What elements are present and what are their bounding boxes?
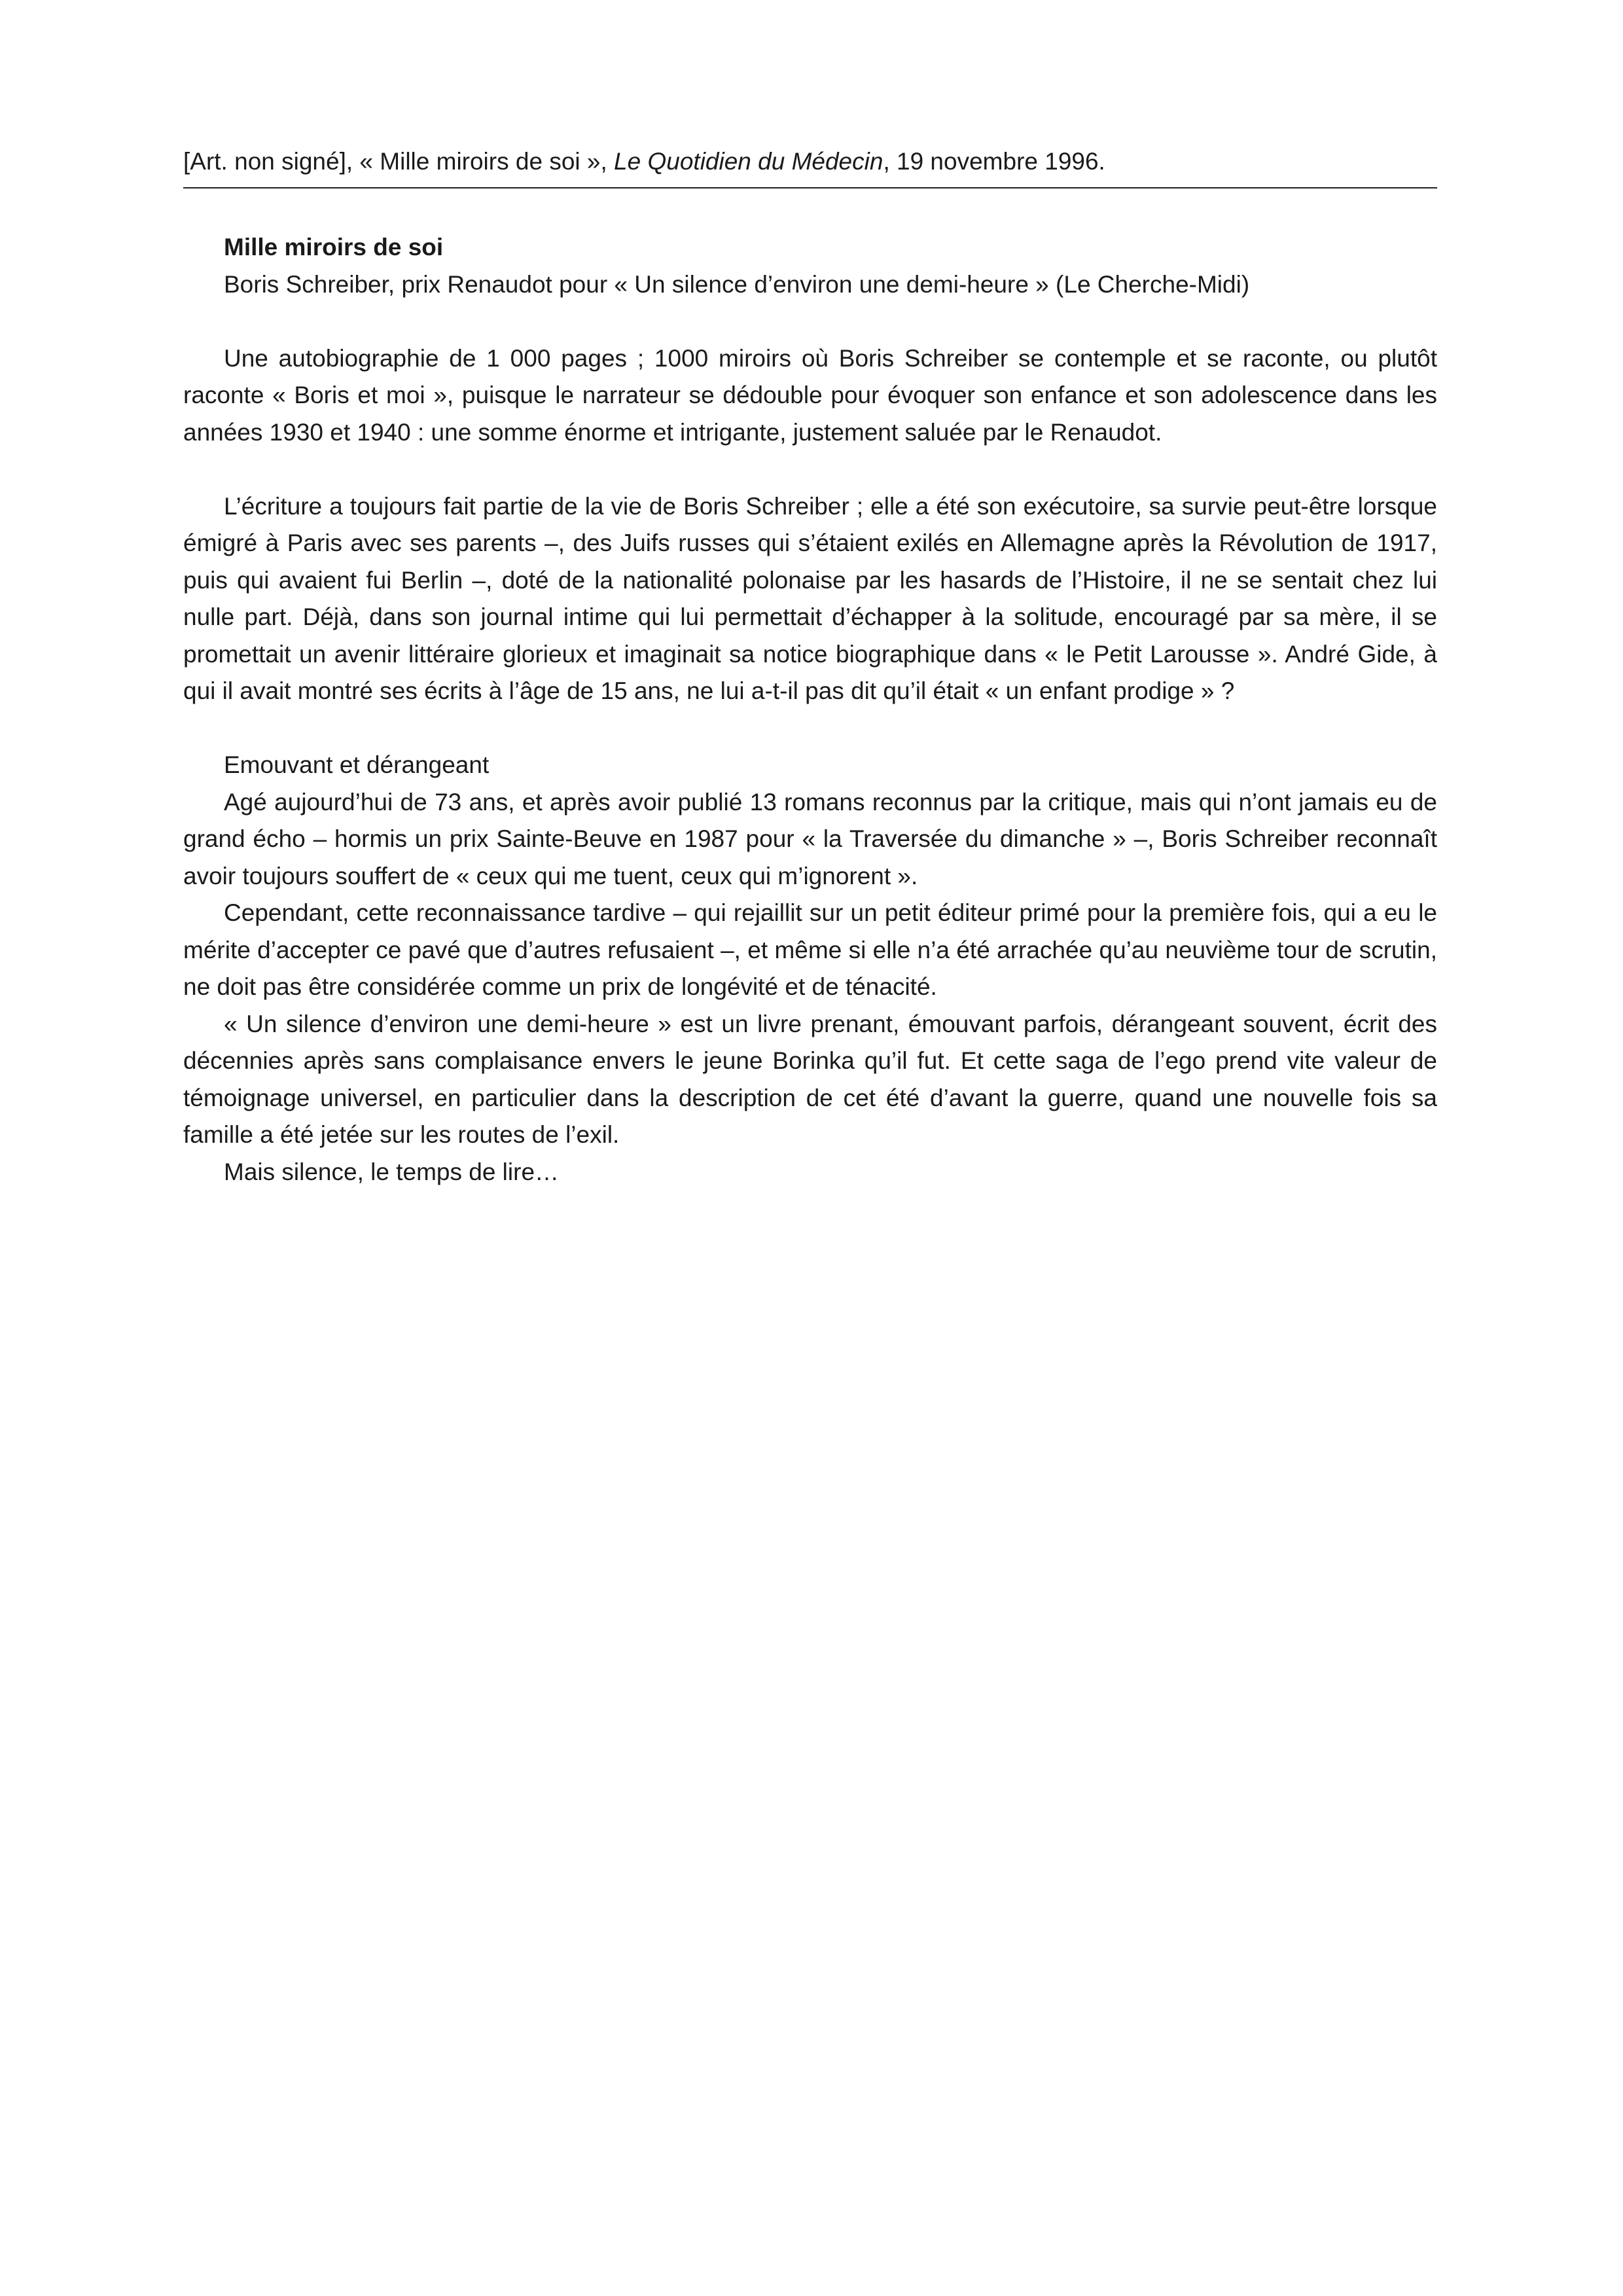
article-paragraph-3: Agé aujourd’hui de 73 ans, et après avoir publié 13 romans reconnus par la critique, mais qui n’ont jamais eu de grand écho – hormis un prix Sainte-Beuve en 1987 pour « la Traversée du dimanche » –, Boris Schreiber reconnaît avoir toujours souffert de « ceux qui me tuent, ceux qui m’ignorent ». xyxy=(183,788,1437,889)
article-paragraph-5: « Un silence d’environ une demi-heure » est un livre prenant, émouvant parfois, dérangeant souvent, écrit des décennies après sans complaisance envers le jeune Borinka qu’il fut. Et cette saga de l’ego prend vite valeur de témoignage universel, en particulier dans la description de cet été d’avant la guerre, quand une nouvelle fois sa famille a été jetée sur les routes de l’exil. xyxy=(183,1010,1437,1148)
article-subtitle: Boris Schreiber, prix Renaudot pour « Un silence d’environ une demi-heure » (Le Cherche-Midi) xyxy=(224,270,1250,298)
article-paragraph-2: L’écriture a toujours fait partie de la vie de Boris Schreiber ; elle a été son exécutoire, sa survie peut-être lorsque émigré à Paris avec ses parents –, des Juifs russes qui s’étaient exilés en Allemagne après la Révolution de 1917, puis qui avaient fui Berlin –, doté de la nationalité polonaise par les hasards de l’Histoire, il ne se sentait chez lui nulle part. Déjà, dans son journal intime qui lui permettait d’échapper à la solitude, encouragé par sa mère, il se promettait un avenir littéraire glorieux et imaginait sa notice biographique dans « le Petit Larousse ». André Gide, à qui il avait montré ses écrits à l’âge de 15 ans, ne lui a-t-il pas dit qu’il était « un enfant prodige » ? xyxy=(183,492,1437,704)
citation-journal: Le Quotidien du Médecin xyxy=(614,148,883,175)
article-paragraph-6: Mais silence, le temps de lire… xyxy=(224,1158,560,1185)
citation-suffix: , 19 novembre 1996. xyxy=(883,148,1105,175)
citation-prefix: [Art. non signé], « Mille miroirs de soi », xyxy=(183,148,615,175)
article-subheading: Emouvant et dérangeant xyxy=(224,751,490,778)
article-body xyxy=(183,229,1437,1191)
header-rule xyxy=(183,187,1437,188)
article-title: Mille miroirs de soi xyxy=(224,234,444,260)
article-paragraph-1: Une autobiographie de 1 000 pages ; 1000 miroirs où Boris Schreiber se contemple et se raconte, ou plutôt raconte « Boris et moi », puisque le narrateur se dédouble pour évoquer son enfance et son adolescence dans les années 1930 et 1940 : une somme énorme et intrigante, justement saluée par le Renaudot. xyxy=(183,344,1437,446)
article-paragraph-4: Cependant, cette reconnaissance tardive – qui rejaillit sur un petit éditeur primé pour la première fois, qui a eu le mérite d’accepter ce pavé que d’autres refusaient –, et même si elle n’a été arrachée qu’au neuvième tour de scrutin, ne doit pas être considérée comme un prix de longévité et de ténacité. xyxy=(183,899,1437,1000)
citation-line xyxy=(183,145,1440,178)
